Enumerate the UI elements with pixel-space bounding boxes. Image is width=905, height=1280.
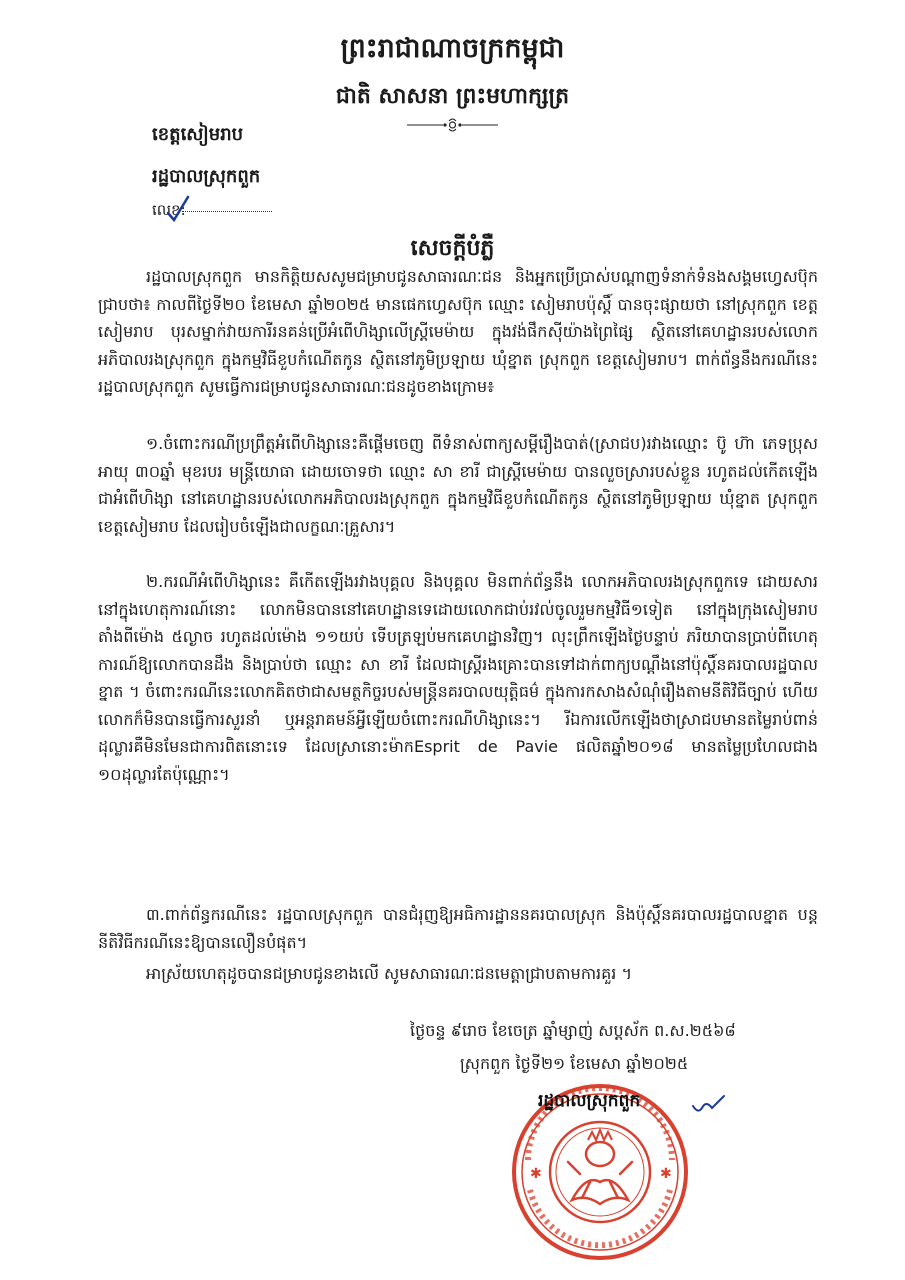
national-motto: ជាតិ សាសនា ព្រះមហាក្សត្រ [335,84,570,109]
point-3-paragraph: ៣.ពាក់ព័ន្ធករណីនេះ រដ្ឋបាលស្រុកពួក បានជំរុញឱ្យអធិការដ្ឋាននគរបាលស្រុក និងប៉ុស្តិ៍នគរបាលរដ្ឋបាលខ្នាត បន្តនីតិវិធីករណីនេះឱ្យបានលឿនបំផុត។ [98,905,818,952]
province-name: ខេត្តសៀមរាប [152,124,244,145]
document-number-dots [182,211,272,212]
ornament-divider-icon [405,117,500,133]
signatory-label: រដ្ឋបាលស្រុកពួក [538,1091,641,1111]
lunar-date: ថ្ងៃចន្ទ ៩រោច ខែចេត្រ ឆ្នាំម្សាញ់ សប្តស័ក ព.ស.២៥៦៨ [410,1021,736,1040]
point-2-paragraph: ២.ករណីអំពើហិង្សានេះ គឺកើតឡើងរវាងបុគ្គល និងបុគ្គល មិនពាក់ព័ន្ធនឹង លោកអភិបាលរងស្រុកពួកទេ ដោយសារនៅក្នុងហេតុការណ៍នោះ លោកមិនបាននៅគេហដ្ឋានទេដោយលោកជាប់រវល់ចូលរួមកម្មវិធី១ទៀត នៅក្នុងក្រុងសៀមរាប តាំងពីម៉ោង ៥ល្ងាច រហូតដល់ម៉ោង ១១យប់ ទើបត្រឡប់មកគេហដ្ឋានវិញ។ លុះព្រឹកឡើងថ្ងៃបន្ទាប់ ភរិយាបានប្រាប់ពីហេតុការណ៍ឱ្យលោកបានដឹង និងប្រាប់ថា ឈ្មោះ សា ខារី ដែលជាស្ត្រីរងគ្រោះបានទៅដាក់ពាក្យបណ្តឹងនៅប៉ុស្តិ៍នគរបាលរដ្ឋបាលខ្នាត ។ ចំពោះករណីនេះលោកគិតថាជាសមត្ថកិច្ចរបស់មន្ត្រីនគរបាលយុត្តិធម៌ ក្នុងការកសាងសំណុំរឿងតាមនីតិវិធីច្បាប់ ហើយលោកក៏មិនបានធ្វើការសួរនាំ ឬអន្តរាគមន៍អ្វីឡើយចំពោះករណីហិង្សានេះ។ រីឯការលើកឡើងថាស្រាជបមានតម្លៃរាប់ពាន់ដុល្លារគឺមិនមែនជាការពិតនោះទេ ដែលស្រានោះម៉ាកEsprit de Pavie ផលិតឆ្នាំ២០១៨ មានតម្លៃប្រហែលជាង ១០ដុល្លារតែប៉ុណ្ណោះ។ [98,572,818,784]
document-title: សេចក្តីបំភ្លឺ [410,236,495,261]
document-number [152,201,352,225]
signature-icon [690,1092,730,1116]
checkmark-icon [162,195,192,225]
district-administration: រដ្ឋបាលស្រុកពួក [152,166,261,187]
solar-date: ស្រុកពួក ថ្ងៃទី២១ ខែមេសា ឆ្នាំ២០២៥ [460,1054,689,1073]
intro-paragraph: រដ្ឋបាលស្រុកពួក មានកិត្តិយសសូមជម្រាបជូនសាធារណៈជន និងអ្នកប្រើប្រាស់បណ្តាញទំនាក់ទំនងសង្គមហ្វេសប៊ុក ជ្រាបថា៖ កាលពីថ្ងៃទី២០ ខែមេសា ឆ្នាំ២០២៥ មានផេកហ្វេសប៊ុក ឈ្មោះ សៀមរាបប៉ុស្តិ៍ បានចុះផ្សាយថា នៅស្រុកពួក ខេត្តសៀមរាប បុរសម្នាក់វាយការីរនគន់ប្រើអំពើហិង្សាលើស្ត្រីមេម៉ាយ ក្នុងវង់ផឹកស៊ីយ៉ាងព្រៃផ្សៃ ស្ថិតនៅគេហដ្ឋានរបស់លោកអភិបាលរងស្រុកពួក ក្នុងកម្មវិធីខួបកំណើតកូន ស្ថិតនៅភូមិប្រឡាយ ឃុំខ្នាត ស្រុកពួក ខេត្តសៀមរាប។ ពាក់ព័ន្ធនឹងករណីនេះ រដ្ឋបាលស្រុកពួក សូមធ្វើការជម្រាបជូនសាធារណៈជនដូចខាងក្រោម៖ [98,267,818,396]
closing-paragraph: អាស្រ័យហេតុដូចបានជម្រាបជូនខាងលើ សូមសាធារណៈជនមេត្តាជ្រាបតាមការគួរ ។ [146,964,632,983]
document-number-label: លេខ: [152,201,186,219]
kingdom-heading: ព្រះរាជាណាចក្រកម្ពុជា [340,33,565,64]
svg-text:✱: ✱ [530,1166,542,1182]
svg-text:✱: ✱ [660,1166,672,1182]
point-1-paragraph: ១.ចំពោះករណីប្រព្រឹត្តអំពើហិង្សានេះគឺផ្តើមចេញ ពីទំនាស់ពាក្យសម្តីរឿងបាត់(ស្រាជប)រវាងឈ្មោះ ប៊ូ ហ៊ា ភេទប្រុស អាយុ ៣០ឆ្នាំ មុខរបរ មន្ត្រីយោធា ដោយចោទថា ឈ្មោះ សា ខារី ជាស្ត្រីមេម៉ាយ បានលួចស្រារបស់ខ្លួន រហូតដល់កើតឡើងជាអំពើហិង្សា នៅគេហដ្ឋានរបស់លោកអភិបាលរងស្រុកពួក ក្នុងកម្មវិធីខួបកំណើតកូន ស្ថិតនៅភូមិប្រឡាយ ឃុំខ្នាត ស្រុកពួក ខេត្តសៀមរាប ដែលរៀបចំឡើងជាលក្ខណៈគ្រួសារ។ [98,434,818,536]
